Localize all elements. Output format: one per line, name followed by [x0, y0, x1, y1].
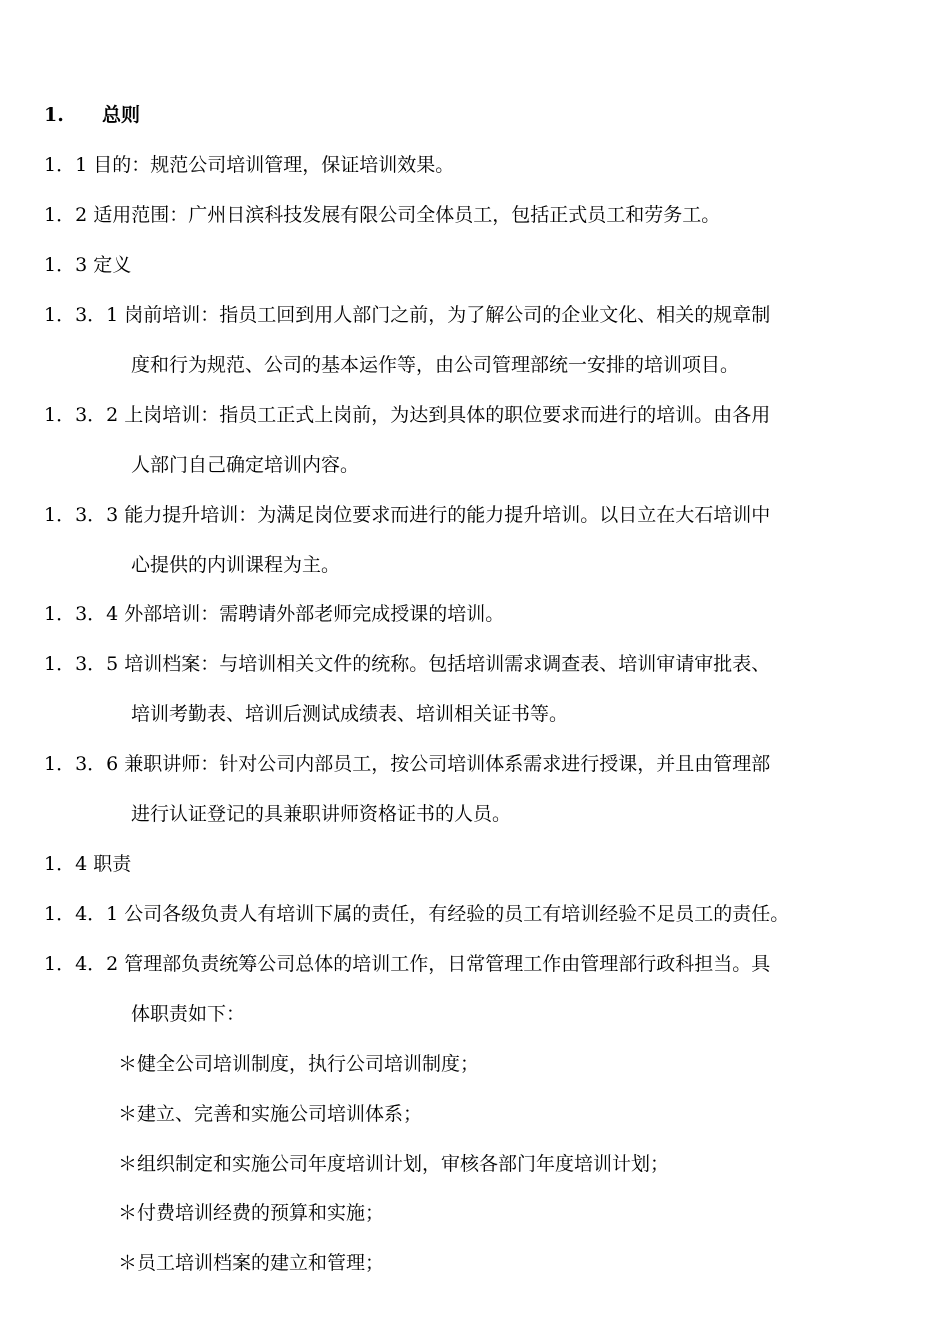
clause-text: 公司各级负责人有培训下属的责任，有经验的员工有培训经验不足员工的责任。: [124, 903, 790, 925]
clause-number: 1．3．4: [44, 603, 119, 625]
clause-1-4-2: [44, 950, 770, 978]
clause-text: 定义: [93, 254, 132, 276]
clause-1-3-1: [44, 301, 770, 329]
clause-text: 能力提升培训：为满足岗位要求而进行的能力提升培训。以日立在大石培训中: [124, 504, 771, 526]
clause-1-3-5-continued: 培训考勤表、培训后测试成绩表、培训相关证书等。: [131, 703, 569, 725]
clause-number: 1．3．2: [44, 404, 119, 426]
clause-text: 管理部负责统筹公司总体的培训工作，日常管理工作由管理部行政科担当。具: [124, 953, 771, 975]
section-title: 总则: [102, 104, 141, 126]
clause-1-3-6-continued: 进行认证登记的具兼职讲师资格证书的人员。: [131, 803, 512, 825]
duty-bullet-5: ＊员工培训档案的建立和管理；: [118, 1252, 385, 1274]
clause-number: 1．4: [44, 853, 88, 875]
clause-number: 1．2: [44, 204, 88, 226]
clause-text: 岗前培训：指员工回到用人部门之前，为了解公司的企业文化、相关的规章制: [124, 304, 771, 326]
clause-text: 外部培训：需聘请外部老师完成授课的培训。: [124, 603, 505, 625]
clause-1-4-2-continued: 体职责如下：: [131, 1003, 246, 1025]
clause-1-4-1: [44, 900, 789, 928]
duty-bullet-2: ＊建立、完善和实施公司培训体系；: [118, 1103, 423, 1125]
clause-1-3-2: [44, 401, 770, 429]
clause-text: 培训档案：与培训相关文件的统称。包括培训需求调查表、培训审请审批表、: [124, 653, 771, 675]
clause-number: 1．4．1: [44, 903, 119, 925]
clause-1-3-3: [44, 501, 770, 529]
clause-1-4: [44, 850, 131, 878]
clause-1-3-6: [44, 750, 770, 778]
clause-text: 职责: [93, 853, 132, 875]
clause-number: 1．1: [44, 154, 88, 176]
clause-1-3-1-continued: 度和行为规范、公司的基本运作等，由公司管理部统一安排的培训项目。: [131, 354, 740, 376]
clause-text: 兼职讲师：针对公司内部员工，按公司培训体系需求进行授课，并且由管理部: [124, 753, 771, 775]
clause-number: 1．3．1: [44, 304, 119, 326]
section-heading: [44, 101, 140, 129]
duty-bullet-4: ＊付费培训经费的预算和实施；: [118, 1202, 385, 1224]
clause-number: 1．3．5: [44, 653, 119, 675]
clause-text: 上岗培训：指员工正式上岗前，为达到具体的职位要求而进行的培训。由各用: [124, 404, 771, 426]
clause-text: 适用范围：广州日滨科技发展有限公司全体员工，包括正式员工和劳务工。: [93, 204, 721, 226]
clause-1-1: [44, 151, 454, 179]
clause-1-3-3-continued: 心提供的内训课程为主。: [131, 554, 341, 576]
clause-1-3-4: [44, 600, 504, 628]
clause-1-3-2-continued: 人部门自己确定培训内容。: [131, 454, 360, 476]
clause-number: 1．3．3: [44, 504, 119, 526]
clause-1-2: [44, 201, 720, 229]
clause-number: 1．4．2: [44, 953, 119, 975]
section-number: 1.: [44, 104, 64, 126]
clause-number: 1．3．6: [44, 753, 119, 775]
clause-1-3: [44, 251, 131, 279]
clause-number: 1．3: [44, 254, 88, 276]
duty-bullet-3: ＊组织制定和实施公司年度培训计划，审核各部门年度培训计划；: [118, 1153, 670, 1175]
clause-text: 目的：规范公司培训管理，保证培训效果。: [93, 154, 455, 176]
duty-bullet-1: ＊健全公司培训制度，执行公司培训制度；: [118, 1053, 480, 1075]
clause-1-3-5: [44, 650, 770, 678]
